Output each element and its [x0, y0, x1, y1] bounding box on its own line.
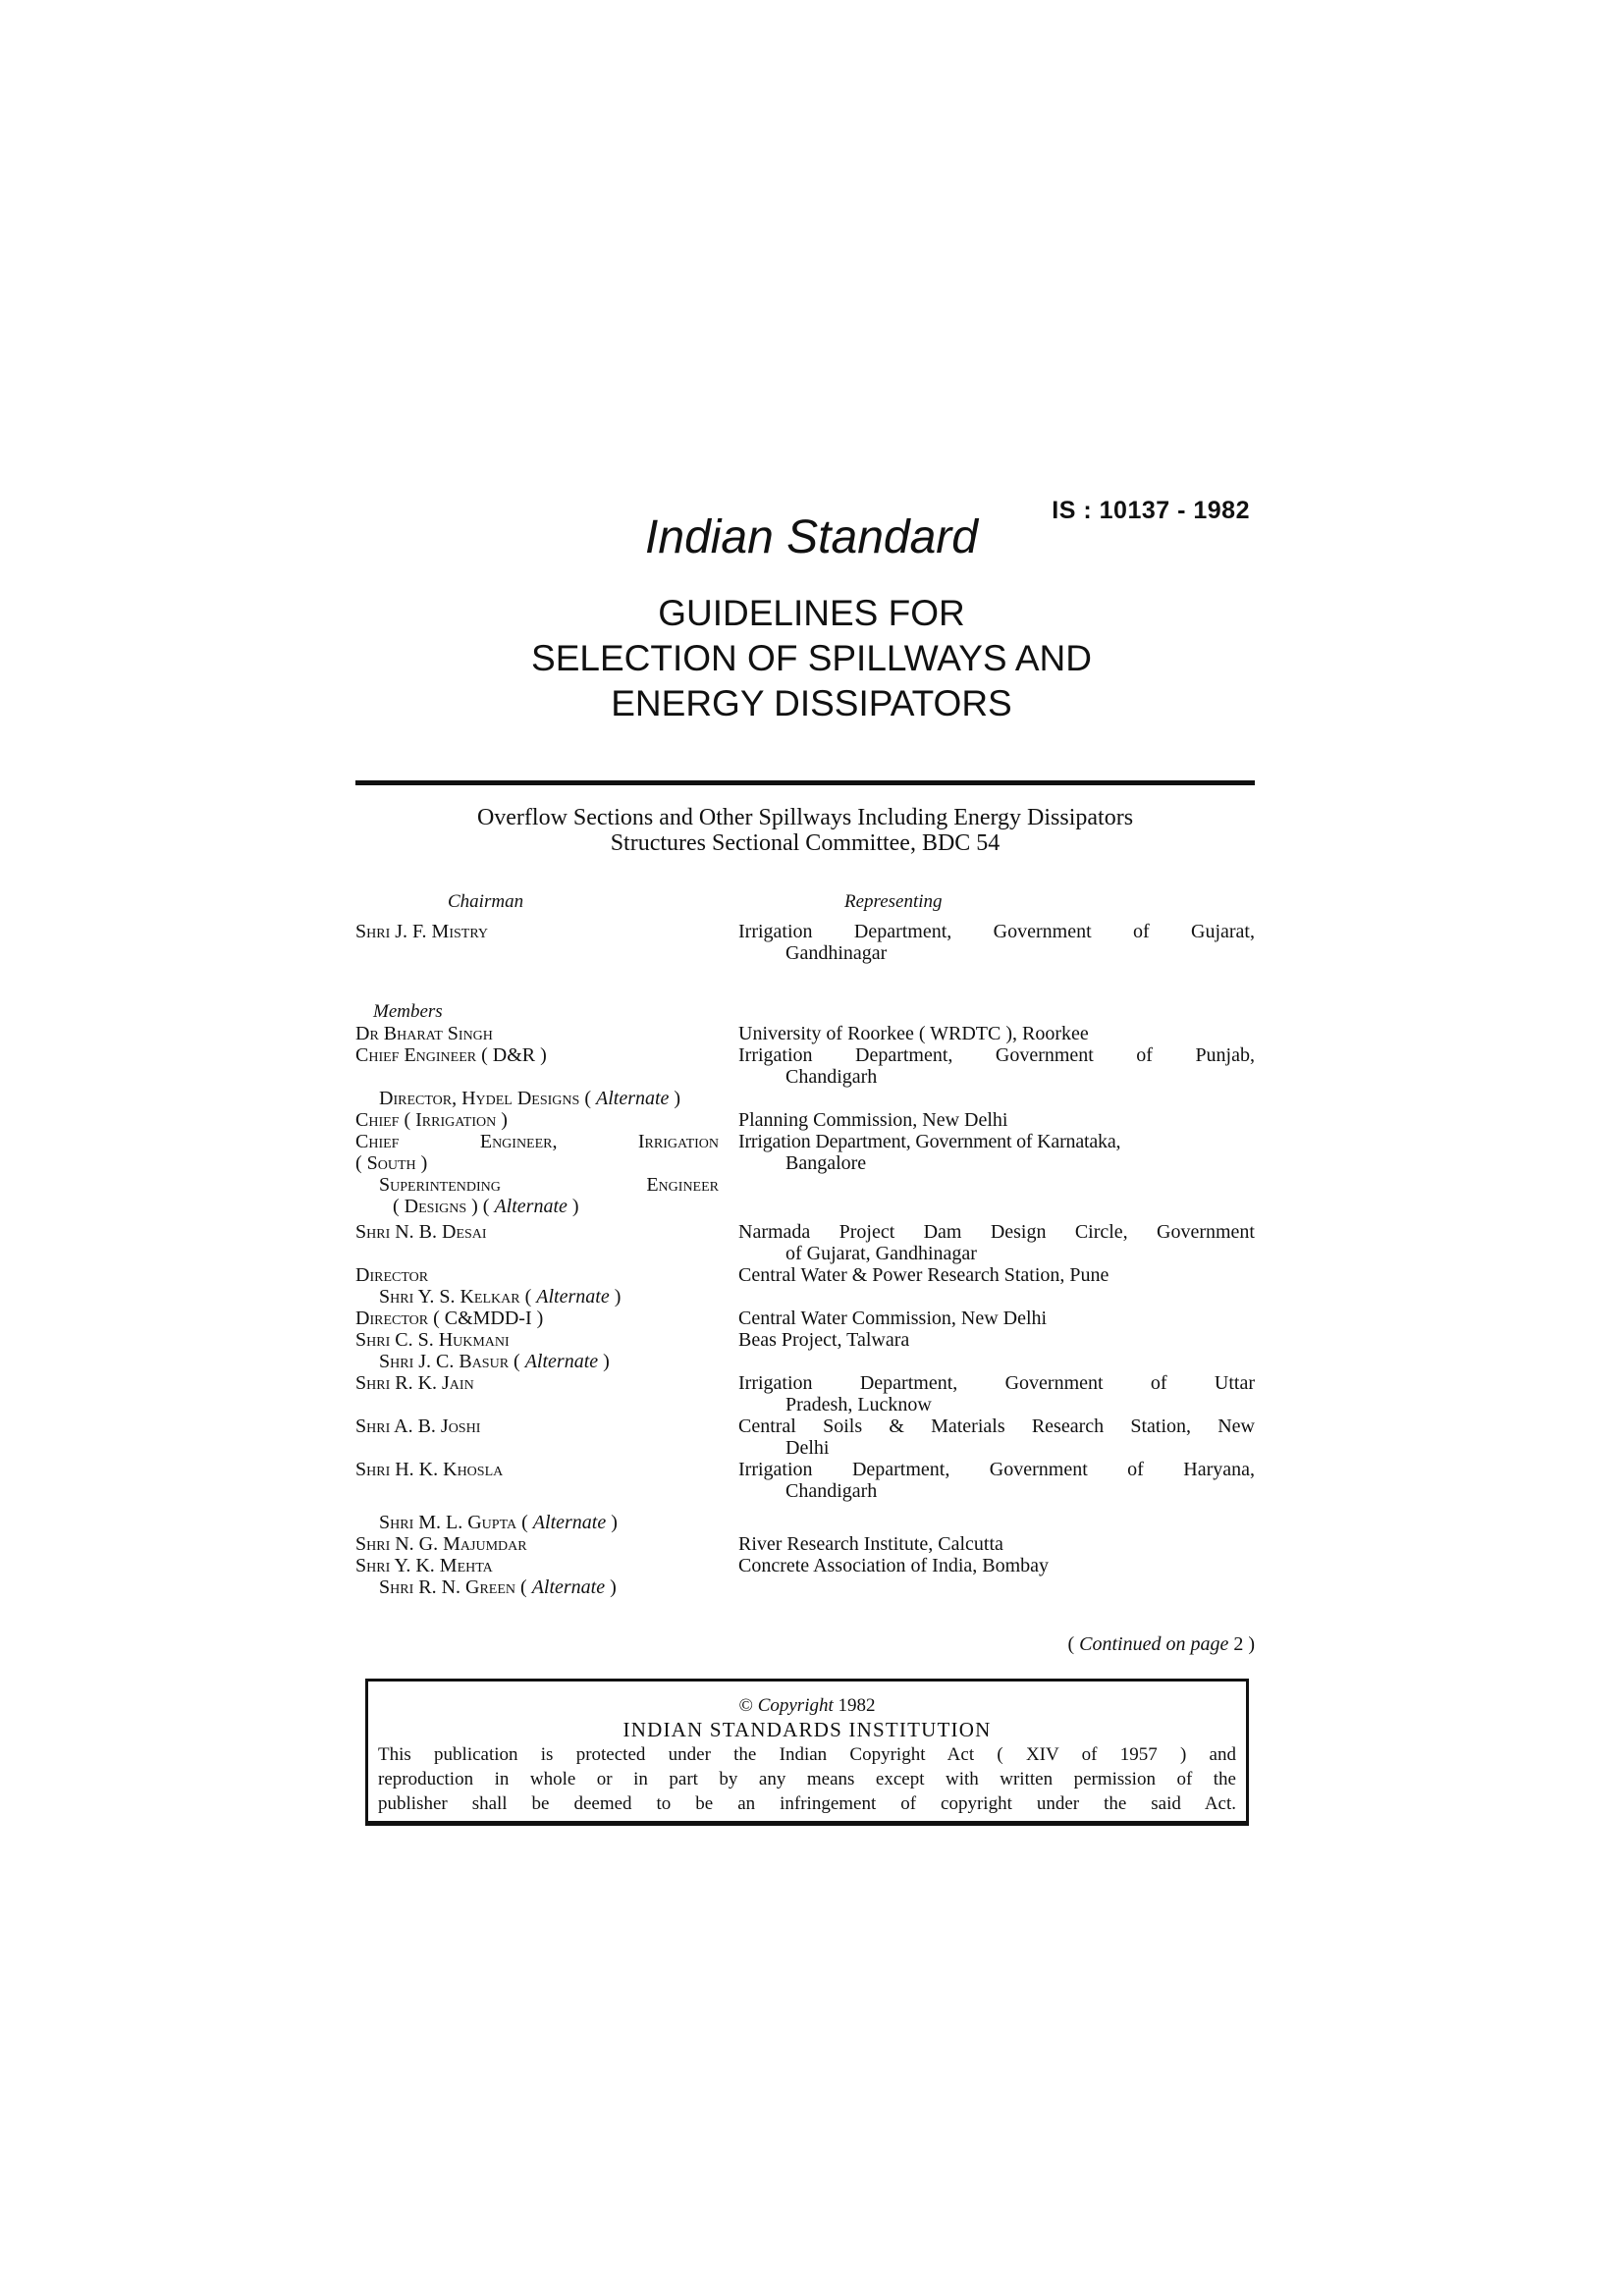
standard-number: IS : 10137 - 1982: [1052, 497, 1250, 524]
member-representing: Central Water & Power Research Station, Pune: [738, 1264, 1109, 1286]
member-name: Shri Y. K. Mehta: [355, 1555, 493, 1576]
horizontal-rule: [355, 780, 1255, 785]
alternate-member: Director, Hydel Designs ( Alternate ): [379, 1088, 681, 1109]
member-name: Director: [355, 1264, 429, 1286]
member-name: Shri H. K. Khosla: [355, 1459, 504, 1480]
member-representing: Irrigation Department, Government of Haryana, Chandigarh: [738, 1459, 1255, 1502]
member-representing: Central Soils & Materials Research Station, New Delhi: [738, 1415, 1255, 1459]
member-name: Dr Bharat Singh: [355, 1023, 493, 1044]
member-representing: Concrete Association of India, Bombay: [738, 1555, 1050, 1576]
title-line-2: SELECTION OF SPILLWAYS AND: [531, 638, 1092, 678]
chairman-header: Chairman: [448, 891, 524, 912]
member-representing: Narmada Project Dam Design Circle, Government of Gujarat, Gandhinagar: [738, 1221, 1255, 1264]
alternate-member: Shri R. N. Green ( Alternate ): [379, 1576, 617, 1598]
copyright-text-line: reproduction in whole or in part by any means except with written permission of the: [378, 1769, 1236, 1789]
member-representing: Planning Commission, New Delhi: [738, 1109, 1008, 1131]
member-representing: River Research Institute, Calcutta: [738, 1533, 1003, 1555]
members-header: Members: [373, 1001, 443, 1022]
committee-name: [355, 805, 1255, 856]
member-name: Shri C. S. Hukmani: [355, 1329, 510, 1351]
heading-indian-standard: Indian Standard: [645, 511, 978, 563]
member-name: Director ( C&MDD-I ): [355, 1308, 544, 1329]
member-representing: Beas Project, Talwara: [738, 1329, 910, 1351]
committee-line-2: Structures Sectional Committee, BDC 54: [610, 830, 1001, 856]
member-representing: Irrigation Department, Government of Uttar Pradesh, Lucknow: [738, 1372, 1255, 1415]
member-name: Shri N. B. Desai: [355, 1221, 487, 1243]
member-representing: Irrigation Department, Government of Punjab, Chandigarh: [738, 1044, 1255, 1088]
chairman-name: Shri J. F. Mistry: [355, 921, 488, 942]
committee-line-1: Overflow Sections and Other Spillways Including Energy Dissipators: [476, 805, 1134, 830]
title-line-3: ENERGY DISSIPATORS: [611, 683, 1012, 723]
member-name: Chief Engineer, Irrigation ( South ): [355, 1131, 719, 1174]
member-name: Chief ( Irrigation ): [355, 1109, 508, 1131]
alternate-member: Shri J. C. Basur ( Alternate ): [379, 1351, 610, 1372]
alternate-member: Shri M. L. Gupta ( Alternate ): [379, 1512, 618, 1533]
copyright-icon: ©: [738, 1695, 753, 1716]
copyright-text-line: publisher shall be deemed to be an infringement of copyright under the said Act.: [378, 1793, 1236, 1814]
member-name: Shri A. B. Joshi: [355, 1415, 481, 1437]
copyright-text-line: This publication is protected under the Indian Copyright Act ( XIV of 1957 ) and: [378, 1744, 1236, 1765]
alternate-member: Superintending Engineer ( Designs ) ( Alternate ): [379, 1174, 719, 1217]
member-name: Shri N. G. Majumdar: [355, 1533, 527, 1555]
continued-note: ( Continued on page 2 ): [1067, 1633, 1255, 1655]
chairman-representing: Irrigation Department, Government of Gujarat, Gandhinagar: [738, 921, 1255, 964]
title-line-1: GUIDELINES FOR: [658, 593, 965, 633]
representing-header: Representing: [844, 891, 943, 912]
member-name: Chief Engineer ( D&R ): [355, 1044, 547, 1066]
copyright-notice: © Copyright 1982 INDIAN STANDARDS INSTITUTION This publication is protected under the Indian Copyright Act ( XIV of 1957 ) and reproduction in whole or in part by any means except with written permission of the publisher shall be deemed to be an infringement of copyright under the said Act.: [365, 1679, 1249, 1826]
member-representing: Central Water Commission, New Delhi: [738, 1308, 1048, 1329]
document-title: [0, 591, 1623, 726]
member-representing: University of Roorkee ( WRDTC ), Roorkee: [738, 1023, 1089, 1044]
member-name: Shri R. K. Jain: [355, 1372, 474, 1394]
alternate-member: Shri Y. S. Kelkar ( Alternate ): [379, 1286, 622, 1308]
publisher-name: INDIAN STANDARDS INSTITUTION: [622, 1718, 992, 1741]
member-representing: Irrigation Department, Government of Karnataka, Bangalore: [738, 1131, 1121, 1174]
